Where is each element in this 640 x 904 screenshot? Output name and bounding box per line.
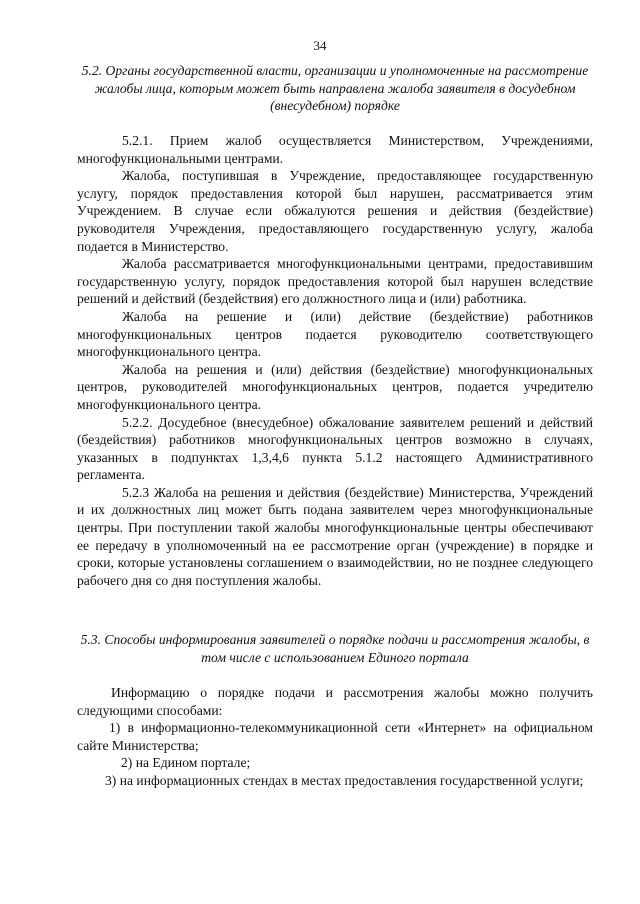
paragraph-complaint-mfc-workers: Жалоба на решение и (или) действие (бездействие) работников многофункциональных центров подается руководителю соответствующего многофункционального центра. <box>77 308 593 360</box>
section-heading-5-2: 5.2. Органы государственной власти, организации и уполномоченные на рассмотрение жалобы лица, которым может быть направлена жалоба заявителя в досудебном (внесудебном) порядке <box>81 63 589 113</box>
paragraph-complaint-mfc-heads: Жалоба на решения и (или) действия (бездействие) многофункциональных центров, руководителей многофункциональных центров, подается учредителю многофункционального центра. <box>77 361 593 412</box>
section-body-5-2 <box>77 132 593 589</box>
paragraph-complaint-mfc: Жалоба рассматривается многофункциональными центрами, предоставившим государственную услугу, порядок предоставления которой был нарушен вследствие решений и действий (бездействия) его должностного лица и (или) работника. <box>77 256 593 307</box>
page-number: 34 <box>313 38 327 53</box>
list-item-stands: 3) на информационных стендах в местах предоставления государственной услуги; <box>105 772 584 788</box>
list-item-portal: 2) на Едином портале; <box>121 755 251 771</box>
paragraph-5-2-2: 5.2.2. Досудебное (внесудебное) обжалование заявителем решений и действий (бездействия) работников многофункциональных центров возможно в случаях, указанных в подпунктах 1,3,4,6 пункта 5.1.2 настоящего Административного регламента. <box>77 414 593 483</box>
section-heading-5-3: 5.3. Способы информирования заявителей о порядке подачи и рассмотрения жалобы, в том числе с использованием Единого портала <box>80 632 590 665</box>
list-item-internet: 1) в информационно-телекоммуникационной сети «Интернет» на официальном сайте Министерства; <box>77 720 593 753</box>
paragraph-5-3-intro: Информацию о порядке подачи и рассмотрения жалобы можно получить следующими способами: <box>77 685 593 718</box>
paragraph-5-2-1: 5.2.1. Прием жалоб осуществляется Министерством, Учреждениями, многофункциональными центрами. <box>77 133 593 166</box>
paragraph-5-2-3: 5.2.3 Жалоба на решения и действия (бездействие) Министерства, Учреждений и их должностных лиц может быть подана заявителем через многофункциональные центры. При поступлении такой жалобы многофункциональные центры обеспечивают ее передачу в уполномоченный на ее рассмотрение орган (учреждение) в порядке и сроки, которые установлены соглашением о взаимодействии, но не позднее следующего рабочего дня со дня поступления жалобы. <box>77 484 593 588</box>
paragraph-complaint-institution: Жалоба, поступившая в Учреждение, предоставляющее государственную услугу, порядок предоставления которой был нарушен, рассматривается этим Учреждением. В случае если обжалуются решения и действия (бездействие) руководителя Учреждения, предоставляющего государственную услугу, жалоба подается в Министерство. <box>77 168 593 254</box>
section-body-5-3 <box>77 684 593 790</box>
